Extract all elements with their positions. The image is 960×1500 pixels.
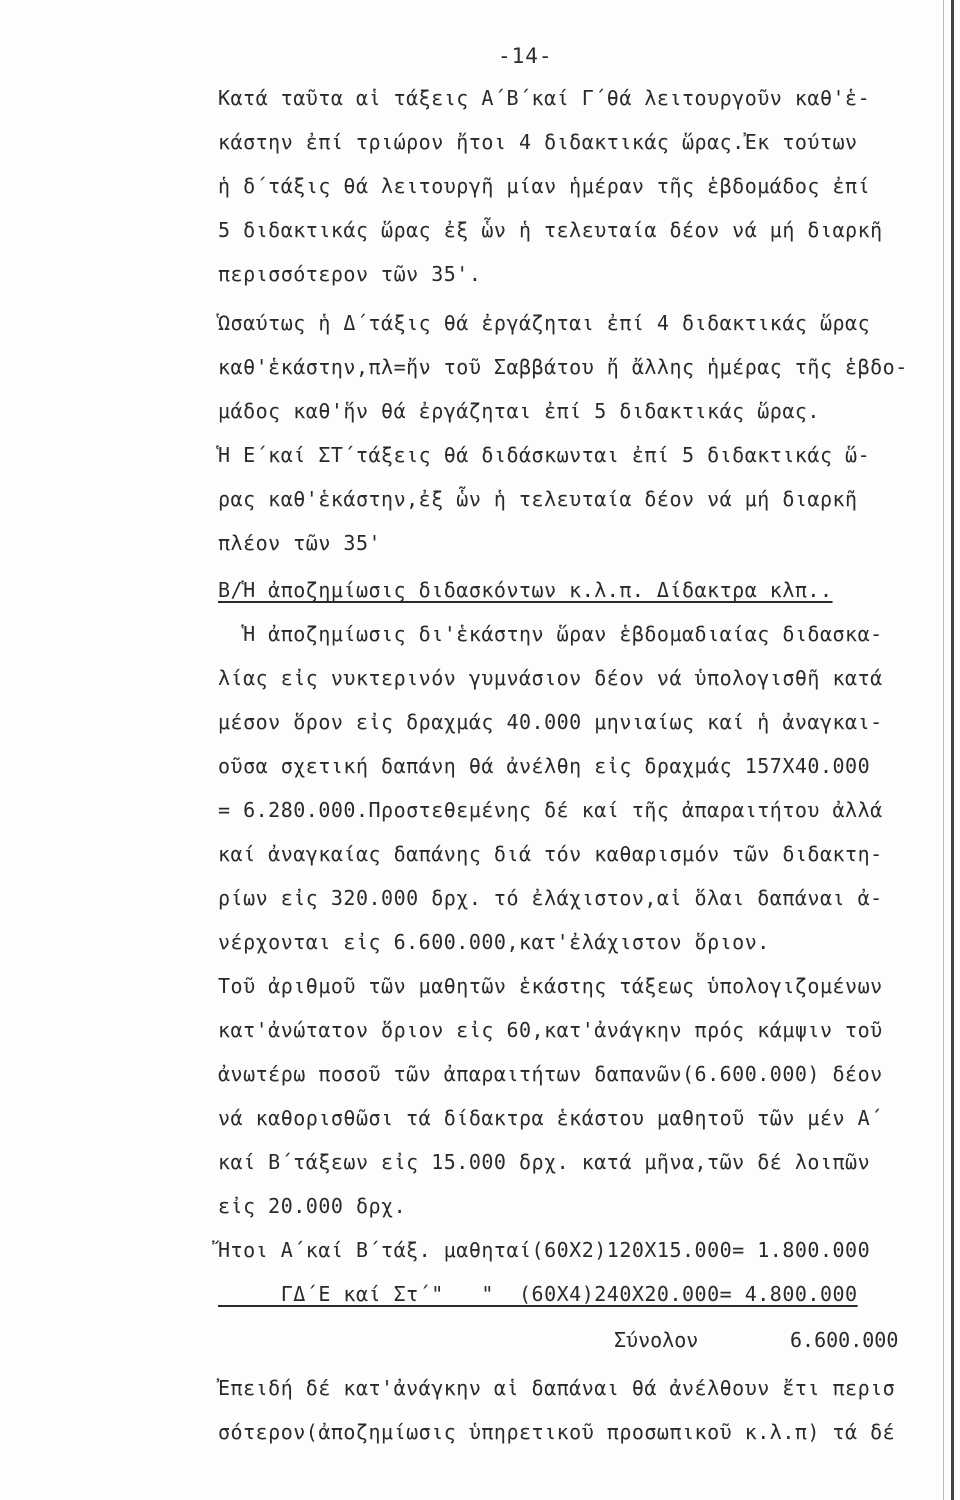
text-line: καί Β΄τάξεων εἰς 15.000 δρχ. κατά μῆνα,τῶν δέ λοιπῶν: [218, 1150, 871, 1174]
text-line: μάδος καθ'ἥν θά ἐργάζηται ἐπί 5 διδακτικάς ὥρας.: [218, 399, 820, 423]
text-line: οῦσα σχετική δαπάνη θά ἀνέλθη εἰς δραχμάς 157Χ40.000: [218, 754, 871, 778]
text-line: εἰς 20.000 δρχ.: [218, 1194, 407, 1218]
text-line: καί ἀναγκαίας δαπάνης διά τόν καθαρισμόν τῶν διδακτη-: [218, 842, 883, 866]
text-line: Κατά ταῦτα αἱ τάξεις Α΄Β΄καί Γ΄θά λειτουργοῦν καθ'ἑ-: [218, 86, 871, 110]
calculation-line: Ἤτοι Α΄καί Β΄τάξ. μαθηταί(60Χ2)120Χ15.000= 1.800.000: [218, 1238, 871, 1262]
text-line: Ἐπειδή δέ κατ'ἀνάγκην αἱ δαπάναι θά ἀνέλθουν ἔτι περισ: [218, 1376, 896, 1400]
text-line: καθ'ἑκάστην,πλ=ἤν τοῦ Σαββάτου ἤ ἄλλης ἡμέρας τῆς ἑβδο-: [218, 355, 908, 379]
text-line: περισσότερον τῶν 35'.: [218, 262, 482, 286]
text-line: κάστην ἐπί τριώρον ἤτοι 4 διδακτικάς ὥρας.Ἐκ τούτων: [218, 130, 858, 154]
text-line: νέρχονται εἰς 6.600.000,κατ'ἐλάχιστον ὅριον.: [218, 930, 770, 954]
calculation-line: ΓΔ΄Ε καί Στ΄" " (60Χ4)240Χ20.000= 4.800.000: [218, 1282, 858, 1306]
page-edge: [951, 0, 954, 1500]
text-line: ἡ δ΄τάξις θά λειτουργῆ μίαν ἡμέραν τῆς ἑβδομάδος ἐπί: [218, 174, 871, 198]
total-label: Σύνολον: [614, 1328, 699, 1352]
text-line: = 6.280.000.Προστεθεμένης δέ καί τῆς ἀπαραιτήτου ἀλλά: [218, 798, 883, 822]
text-line: Ἡ ἀποζημίωσις δι'ἑκάστην ὥραν ἑβδομαδιαίας διδασκα-: [218, 622, 883, 646]
text-line: Ὡσαύτως ἡ Δ΄τάξις θά ἐργάζηται ἐπί 4 διδακτικάς ὥρας: [218, 311, 871, 335]
text-line: ἀνωτέρω ποσοῦ τῶν ἀπαραιτήτων δαπανῶν(6.600.000) δέον: [218, 1062, 883, 1086]
page-number: -14-: [498, 44, 553, 68]
total-value: 6.600.000: [790, 1328, 899, 1352]
text-line: ρας καθ'ἑκάστην,ἐξ ὧν ἡ τελευταία δέον νά μή διαρκῆ: [218, 487, 858, 511]
text-line: Ἡ Ε΄καί ΣΤ΄τάξεις θά διδάσκωνται ἐπί 5 διδακτικάς ὥ-: [218, 443, 871, 467]
text-line: σότερον(ἀποζημίωσις ὑπηρετικοῦ προσωπικοῦ κ.λ.π) τά δέ: [218, 1420, 896, 1444]
text-line: πλέον τῶν 35': [218, 531, 382, 555]
section-heading: Β/Ἡ ἀποζημίωσις διδασκόντων κ.λ.π. Δίδακτρα κλπ..: [218, 578, 833, 602]
text-line: ρίων εἰς 320.000 δρχ. τό ἐλάχιστον,αἱ ὅλαι δαπάναι ἀ-: [218, 886, 883, 910]
page-edge-shadow: [943, 0, 944, 1500]
text-line: νά καθορισθῶσι τά δίδακτρα ἑκάστου μαθητοῦ τῶν μέν Α΄: [218, 1106, 883, 1130]
text-line: μέσον ὅρον εἰς δραχμάς 40.000 μηνιαίως καί ἡ ἀναγκαι-: [218, 710, 883, 734]
text-line: λίας εἰς νυκτερινόν γυμνάσιον δέον νά ὑπολογισθῆ κατά: [218, 666, 883, 690]
text-line: κατ'ἀνώτατον ὅριον εἰς 60,κατ'ἀνάγκην πρός κάμψιν τοῦ: [218, 1018, 883, 1042]
text-line: Τοῦ ἀριθμοῦ τῶν μαθητῶν ἑκάστης τάξεως ὑπολογιζομένων: [218, 974, 883, 998]
text-line: 5 διδακτικάς ὥρας ἐξ ὧν ἡ τελευταία δέον νά μή διαρκῆ: [218, 218, 883, 242]
